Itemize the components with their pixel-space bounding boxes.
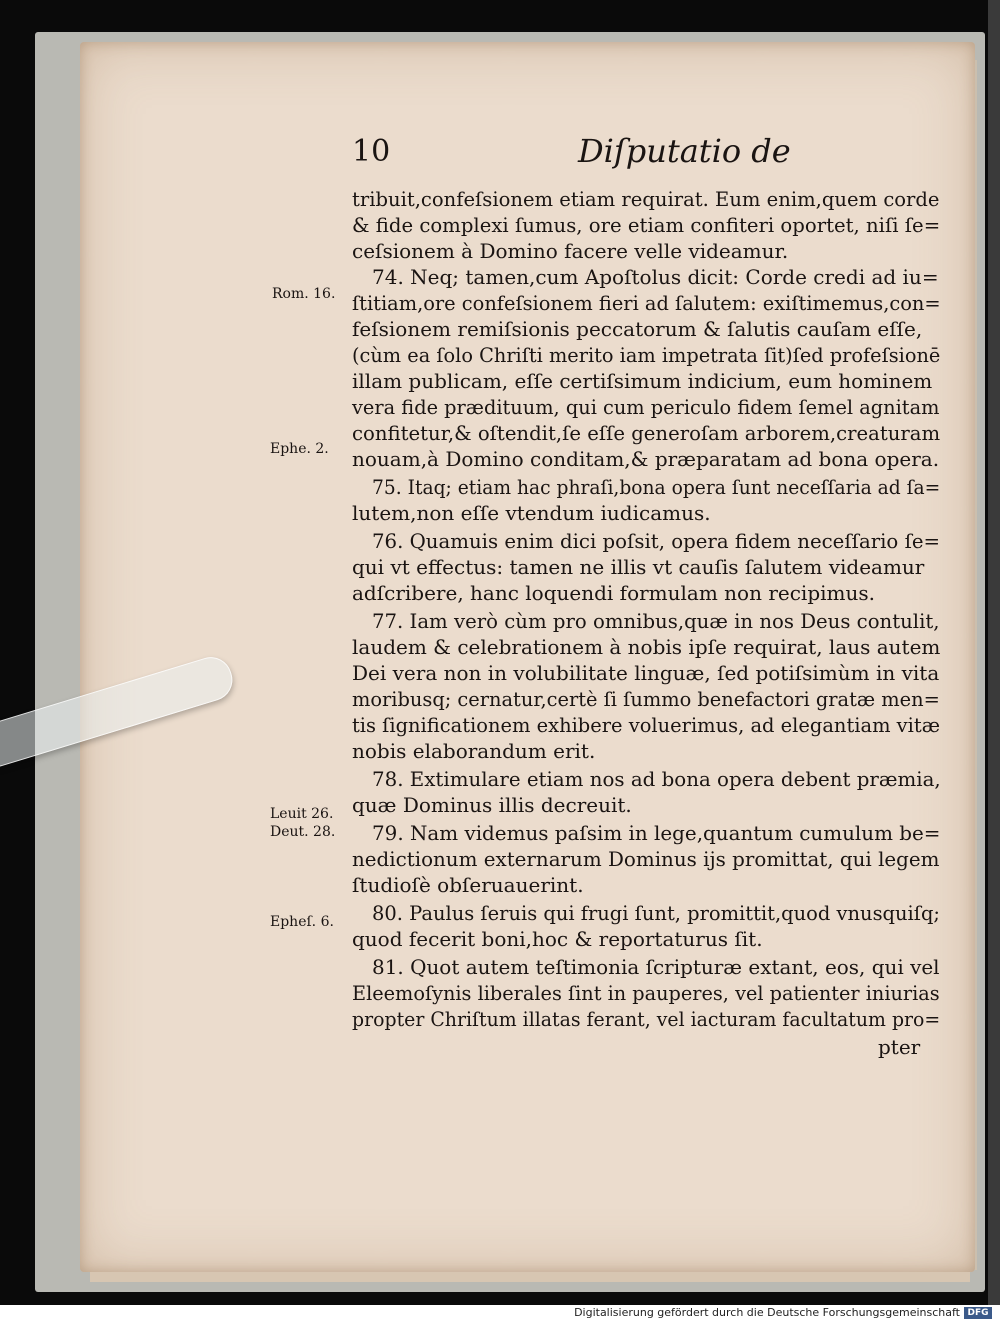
text-line: propter Chriſtum illatas ferant, vel iacturam facultatum pro= <box>352 1007 941 1031</box>
text-line: 76. Quamuis enim dici poſsit, opera fidem neceſſario ſe= <box>372 529 941 553</box>
footer-credit: Digitalisierung gefördert durch die Deutsche Forschungsgemeinschaft <box>574 1306 960 1319</box>
text-line: vera fide prædituum, qui cum periculo fidem ſemel agnitam <box>352 395 940 419</box>
text-line: confitetur,& oſtendit,ſe eſſe generoſam arborem,creaturam <box>352 421 941 445</box>
margin-note-deut: Deut. 28. <box>270 824 336 840</box>
text-line: Dei vera non in volubilitate linguæ, ſed potiſsimùm in vita <box>352 661 940 685</box>
text-line: ceſsionem à Domino facere velle videamur. <box>352 239 789 263</box>
text-line: tribuit,confeſsionem etiam requirat. Eum enim,quem corde <box>352 187 940 211</box>
text-line: qui vt effectus: tamen ne illis vt cauſis ſalutem videamur <box>352 555 925 579</box>
text-line: 79. Nam videmus paſsim in lege,quantum cumulum be= <box>372 821 941 845</box>
text-line: (cùm ea ſolo Chriſti merito iam impetrata ſit)ſed profeſsionē <box>352 343 941 367</box>
page-number: 10 <box>352 134 391 169</box>
text-line: quæ Dominus illis decreuit. <box>352 793 632 817</box>
text-line: 77. Iam verò cùm pro omnibus,quæ in nos Deus contulit, <box>372 609 940 633</box>
text-line: 74. Neq; tamen,cum Apoſtolus dicit: Corde credi ad iu= <box>372 265 939 289</box>
text-line: illam publicam, eſſe certiſsimum indicium, eum hominem <box>352 369 933 393</box>
margin-note-leuit: Leuit 26. <box>270 806 334 822</box>
margin-note-ephes: Epheſ. 6. <box>270 914 334 930</box>
text-line: nouam,à Domino conditam,& præparatam ad bona opera. <box>352 447 940 471</box>
text-line: tis ſignificationem exhibere voluerimus, ad elegantiam vitæ <box>352 713 940 737</box>
margin-note-ephe: Ephe. 2. <box>270 441 329 457</box>
text-line: 80. Paulus ſeruis qui frugi ſunt, promittit,quod vnusquiſq; <box>372 901 940 925</box>
page-stack-bottom-edge <box>90 1272 970 1282</box>
margin-note-rom: Rom. 16. <box>272 286 336 302</box>
text-line: Eleemoſynis liberales ſint in pauperes, vel patienter iniurias <box>352 981 940 1005</box>
text-line: quod fecerit boni,hoc & reportaturus ſit. <box>352 927 763 951</box>
text-line: nedictionum externarum Dominus ijs promittat, qui legem <box>352 847 940 871</box>
text-line: feſsionem remiſsionis peccatorum & ſalutis cauſam eſſe, <box>352 317 923 341</box>
catchword: pter <box>878 1035 921 1059</box>
dfg-logo: DFG <box>964 1307 992 1319</box>
text-line: laudem & celebrationem à nobis ipſe requirat, laus autem <box>352 635 941 659</box>
text-line: moribusq; cernatur,certè ſi ſummo benefactori gratæ men= <box>352 687 940 711</box>
text-line: 78. Extimulare etiam nos ad bona opera debent præmia, <box>372 767 941 791</box>
text-line: lutem,non eſſe vtendum iudicamus. <box>352 501 711 525</box>
text-line: 81. Quot autem teſtimonia ſcripturæ extant, eos, qui vel <box>372 955 940 979</box>
text-line: nobis elaborandum erit. <box>352 739 596 763</box>
text-line: & fide complexi ſumus, ore etiam confiteri oportet, niſi ſe= <box>352 213 941 237</box>
text-line: adſcribere, hanc loquendi formulam non recipimus. <box>352 581 875 605</box>
text-line: ſtudioſè obſeruauerint. <box>352 873 584 897</box>
running-head: Diſputatio de <box>578 132 791 170</box>
text-line: 75. Itaq; etiam hac phraſi,bona opera ſunt neceſſaria ad ſa= <box>372 475 941 499</box>
binding-strip <box>988 0 1000 1305</box>
footer-bar <box>0 1305 1000 1322</box>
text-line: ſtitiam,ore confeſsionem fieri ad ſalutem: exiſtimemus,con= <box>352 291 941 315</box>
